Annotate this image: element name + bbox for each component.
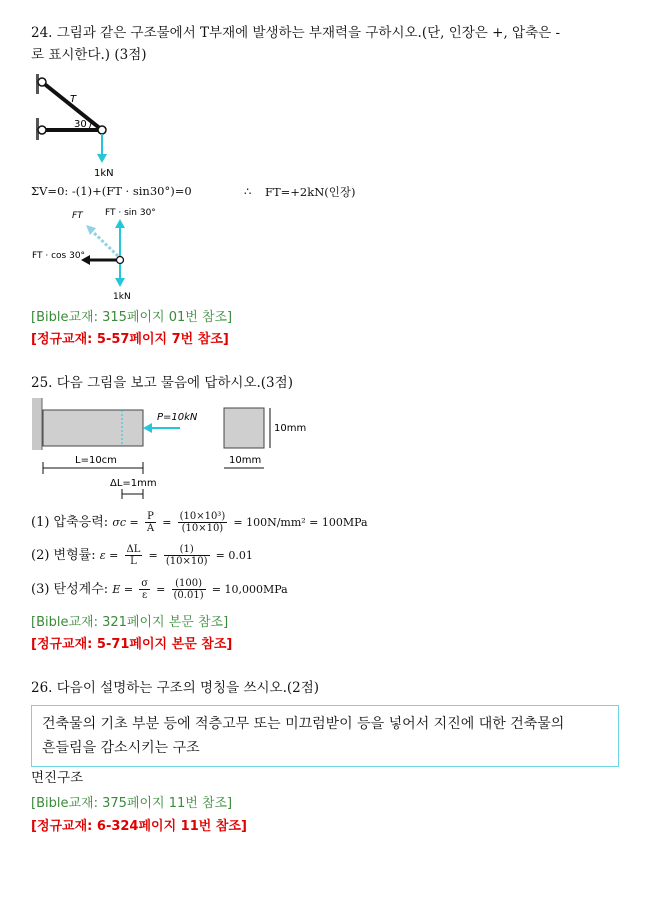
q25-ref-bible: [Bible교재: 321페이지 본문 참조] bbox=[31, 615, 229, 630]
ft-label: FT bbox=[72, 211, 83, 221]
q26-description-box bbox=[31, 705, 619, 767]
q24-ref-regular: [정규교재: 5-57페이지 7번 참조] bbox=[31, 332, 229, 347]
fraction-numerator: P bbox=[145, 511, 156, 523]
load-arrowhead bbox=[143, 423, 152, 433]
answer-1-fraction-1 bbox=[145, 511, 156, 534]
answer-2-fraction-2 bbox=[164, 544, 210, 567]
fraction-numerator: ΔL bbox=[126, 544, 141, 555]
answer-1-rhs: = 100N/mm² = 100MPa bbox=[233, 516, 368, 529]
fraction-denominator: ε bbox=[142, 590, 148, 601]
q24-truss-figure bbox=[30, 72, 150, 180]
width-label: 10mm bbox=[229, 455, 262, 466]
delta-label: ΔL=1mm bbox=[110, 478, 157, 489]
q24-ref-bible: [Bible교재: 315페이지 01번 참조] bbox=[31, 310, 233, 325]
fig1-load-label: 1kN bbox=[94, 168, 114, 179]
answer-3-fraction-1 bbox=[139, 578, 150, 601]
fig2-load-label: 1kN bbox=[113, 292, 131, 302]
answer-3-rhs: = 10,000MPa bbox=[211, 583, 288, 596]
fraction-numerator: (100) bbox=[172, 578, 206, 590]
q25-question: 25. 다음 그림을 보고 물음에 답하시오.(3점) bbox=[31, 375, 293, 391]
answer-2-label: (2) 변형률: bbox=[31, 548, 96, 563]
q24-equation-right: FT=+2kN(인장) bbox=[265, 185, 356, 199]
q25-answer-3 bbox=[31, 578, 288, 601]
load-arrowhead bbox=[97, 154, 107, 163]
ft-sin-arrowhead bbox=[115, 219, 125, 228]
fraction-numerator: (10×10³) bbox=[179, 511, 226, 522]
q26-answer: 면진구조 bbox=[31, 770, 84, 786]
q26-ref-regular: [정규교재: 6-324페이지 11번 참조] bbox=[31, 819, 247, 834]
q24-force-diagram bbox=[30, 204, 170, 304]
q24-equation-left: ΣV=0: -(1)+(FT · sin30°)=0 bbox=[31, 184, 192, 198]
fraction-numerator: (1) bbox=[164, 544, 210, 556]
height-label: 10mm bbox=[274, 423, 307, 434]
pin-joint bbox=[98, 126, 106, 134]
cross-section-rect bbox=[224, 408, 264, 448]
q25-bar-figure bbox=[30, 396, 330, 500]
fraction-denominator: (10×10) bbox=[181, 523, 224, 534]
fraction-denominator: L bbox=[130, 556, 137, 567]
description-line-1: 건축물의 기초 부분 등에 적층고무 또는 미끄럼받이 등을 넣어서 지진에 대한 건축물의 bbox=[42, 716, 565, 732]
q26-question: 26. 다음이 설명하는 구조의 명칭을 쓰시오.(2점) bbox=[31, 680, 320, 696]
fraction-numerator: σ bbox=[141, 578, 149, 589]
angle-label: 30 bbox=[74, 119, 87, 130]
q25-answer-1 bbox=[31, 511, 368, 534]
pin-top bbox=[38, 78, 46, 86]
q24-question-line2: 로 표시한다.) (3점) bbox=[31, 47, 147, 63]
equals-sign: = bbox=[162, 516, 172, 529]
fig2-load-arrowhead bbox=[115, 278, 125, 287]
bar-rect bbox=[43, 410, 143, 446]
fraction-denominator: A bbox=[146, 523, 155, 534]
q25-ref-regular: [정규교재: 5-71페이지 본문 참조] bbox=[31, 637, 233, 652]
member-t-label: T bbox=[70, 94, 77, 105]
equals-sign: = bbox=[148, 549, 158, 562]
answer-1-lhs: σc = bbox=[112, 516, 139, 529]
load-label: P=10kN bbox=[157, 412, 198, 423]
answer-2-rhs: = 0.01 bbox=[215, 549, 253, 562]
ft-cos-label: FT · cos 30° bbox=[32, 251, 86, 261]
wall bbox=[32, 398, 42, 450]
answer-3-lhs: E = bbox=[112, 583, 134, 596]
q25-answer-2 bbox=[31, 544, 253, 567]
length-label: L=10cm bbox=[75, 455, 117, 466]
member-t bbox=[42, 82, 102, 130]
equals-sign: = bbox=[156, 583, 166, 596]
answer-1-fraction-2 bbox=[178, 511, 228, 534]
fraction-denominator: (10×10) bbox=[165, 556, 208, 567]
answer-3-fraction-2 bbox=[172, 578, 206, 601]
ft-resultant-line bbox=[92, 231, 118, 256]
q24-question-line1: 24. 그림과 같은 구조물에서 T부재에 발생하는 부재력을 구하시오.(단, 인장은 +, 압축은 - bbox=[31, 25, 561, 41]
q24-therefore: ∴ bbox=[244, 184, 252, 198]
q26-ref-bible: [Bible교재: 375페이지 11번 참조] bbox=[31, 796, 233, 811]
fraction-denominator: (0.01) bbox=[173, 590, 204, 601]
force-joint bbox=[117, 257, 124, 264]
answer-1-label: (1) 압축응력: bbox=[31, 515, 109, 530]
ft-sin-label: FT · sin 30° bbox=[105, 208, 156, 218]
description-line-2: 흔들림을 감소시키는 구조 bbox=[42, 740, 200, 756]
pin-bottom bbox=[38, 126, 46, 134]
answer-3-label: (3) 탄성계수: bbox=[31, 582, 109, 597]
answer-2-fraction-1 bbox=[125, 544, 143, 567]
answer-2-lhs: ε = bbox=[99, 549, 119, 562]
